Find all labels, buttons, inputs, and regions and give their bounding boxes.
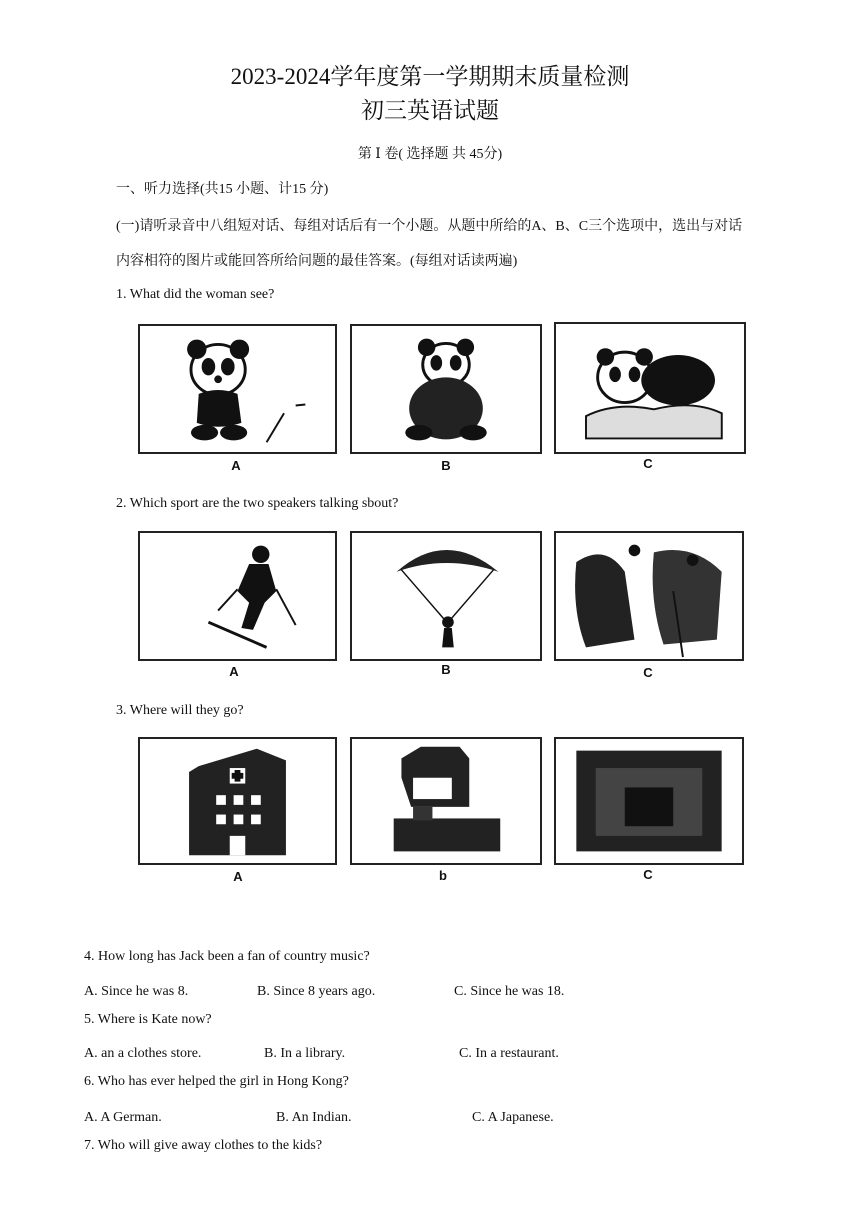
q3-label-c: C bbox=[643, 867, 653, 882]
q4-option-c[interactable]: C. Since he was 18. bbox=[454, 984, 565, 999]
rock-climbing-icon bbox=[556, 533, 742, 659]
q2-option-b-picture[interactable] bbox=[350, 531, 542, 661]
panda-standing-icon bbox=[140, 326, 335, 452]
q4-option-b[interactable]: B. Since 8 years ago. bbox=[257, 984, 376, 999]
q5-option-a[interactable]: A. an a clothes store. bbox=[84, 1046, 202, 1061]
part-heading: 一、听力选择(共15 小题、计15 分) bbox=[116, 182, 329, 197]
q1-option-c-picture[interactable] bbox=[554, 322, 746, 454]
q1-option-a-picture[interactable] bbox=[138, 324, 337, 454]
q6-option-a[interactable]: A. A German. bbox=[84, 1110, 162, 1125]
q1-label-a: A bbox=[231, 458, 241, 473]
exam-title: 2023-2024学年度第一学期期末质量检测 bbox=[230, 64, 630, 89]
question-5: 5. Where is Kate now? bbox=[84, 1012, 212, 1027]
q2-label-c: C bbox=[643, 665, 653, 680]
q3-option-b-picture[interactable] bbox=[350, 737, 542, 865]
q6-option-c[interactable]: C. A Japanese. bbox=[472, 1110, 554, 1125]
q3-option-c-picture[interactable] bbox=[554, 737, 744, 865]
question-3: 3. Where will they go? bbox=[116, 703, 244, 718]
q2-option-a-picture[interactable] bbox=[138, 531, 337, 661]
instruction-line-2: 内容相符的图片或能回答所给问题的最佳答案。(每组对话读两遍) bbox=[116, 254, 518, 269]
q6-option-b[interactable]: B. An Indian. bbox=[276, 1110, 352, 1125]
q1-label-b: B bbox=[441, 458, 451, 473]
q1-label-c: C bbox=[643, 456, 653, 471]
question-4: 4. How long has Jack been a fan of country music? bbox=[84, 949, 370, 964]
q2-label-a: A bbox=[229, 664, 239, 679]
q5-option-b[interactable]: B. In a library. bbox=[264, 1046, 346, 1061]
q5-option-c[interactable]: C. In a restaurant. bbox=[459, 1046, 559, 1061]
question-7: 7. Who will give away clothes to the kids? bbox=[84, 1138, 323, 1153]
restaurant-building-icon bbox=[556, 739, 742, 863]
question-2: 2. Which sport are the two speakers talking sbout? bbox=[116, 496, 399, 511]
question-1: 1. What did the woman see? bbox=[116, 287, 275, 302]
q4-option-a[interactable]: A. Since he was 8. bbox=[84, 984, 189, 999]
instruction-line-1: (一)请听录音中八组短对话、每组对话后有一个小题。从题中所给的A、B、C三个选项中，选出与对话 bbox=[116, 219, 743, 234]
skiing-icon bbox=[140, 533, 335, 659]
panda-sitting-icon bbox=[352, 326, 540, 452]
section-info: 第 Ⅰ 卷( 选择题 共 45分) bbox=[357, 147, 503, 162]
q3-option-a-picture[interactable] bbox=[138, 737, 337, 865]
exam-subtitle: 初三英语试题 bbox=[361, 98, 499, 123]
q2-option-c-picture[interactable] bbox=[554, 531, 744, 661]
question-6: 6. Who has ever helped the girl in Hong Kong? bbox=[84, 1074, 349, 1089]
q2-label-b: B bbox=[441, 662, 451, 677]
panda-lying-icon bbox=[556, 324, 744, 452]
library-building-icon bbox=[352, 739, 540, 863]
hospital-building-icon bbox=[140, 739, 335, 863]
q3-label-a: A bbox=[233, 869, 243, 884]
paragliding-icon bbox=[352, 533, 540, 659]
q3-label-b: b bbox=[439, 868, 447, 883]
q1-option-b-picture[interactable] bbox=[350, 324, 542, 454]
